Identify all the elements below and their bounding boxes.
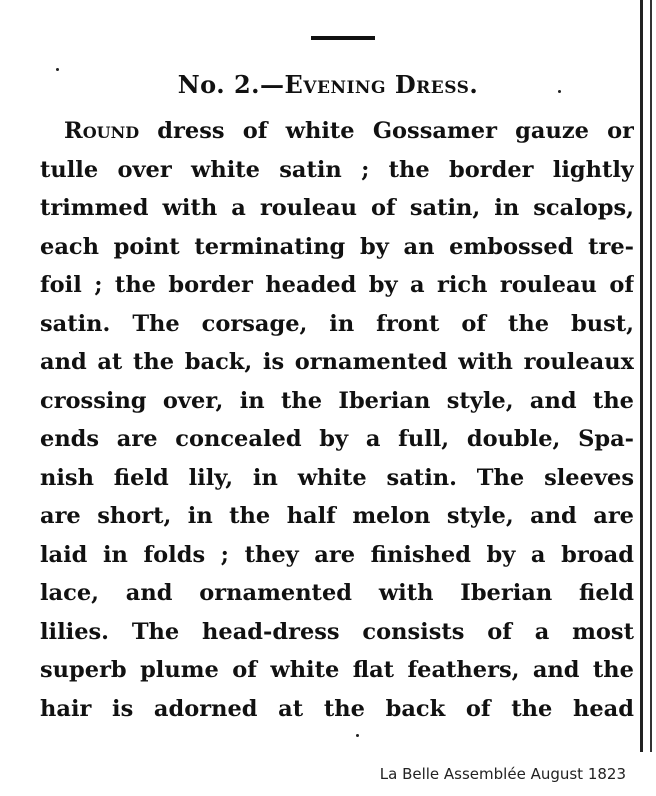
print-speck <box>356 734 359 737</box>
text-line: tulle over white satin ; the border lightly <box>40 156 634 183</box>
top-rule <box>311 36 375 40</box>
text-line: lilies. The head-dress consists of a most <box>40 618 634 645</box>
text-line: Round dress of white Gossamer gauze or <box>64 118 634 144</box>
column-border-line-outer <box>650 0 652 752</box>
text-line: are short, in the half melon style, and are <box>40 503 634 529</box>
heading-title: Evening Dress. <box>284 70 479 99</box>
text-line: foil ; the border headed by a rich rouleau of <box>40 272 634 298</box>
text-line: each point terminating by an embossed tre- <box>40 233 634 260</box>
source-caption: La Belle Assemblée August 1823 <box>379 765 626 783</box>
text-line: laid in folds ; they are finished by a broad <box>40 541 634 568</box>
text-line: lace, and ornamented with Iberian field <box>40 580 634 606</box>
text-line: nish field lily, in white satin. The sleeves <box>40 464 634 491</box>
text-line: trimmed with a rouleau of satin, in scalops, <box>40 195 634 221</box>
article-body <box>40 112 634 728</box>
section-heading <box>0 70 656 99</box>
heading-number: No. 2.— <box>177 70 285 99</box>
text-line: satin. The corsage, in front of the bust, <box>40 310 634 337</box>
column-border-line <box>640 0 643 752</box>
text-line: and at the back, is ornamented with rouleaux <box>40 349 634 375</box>
drop-word: Round <box>64 118 140 144</box>
text-line: ends are concealed by a full, double, Spa- <box>40 426 634 452</box>
text-line: superb plume of white flat feathers, and the <box>40 657 634 683</box>
text-line: crossing over, in the Iberian style, and the <box>40 387 634 414</box>
text-line: hair is adorned at the back of the head <box>40 695 634 722</box>
